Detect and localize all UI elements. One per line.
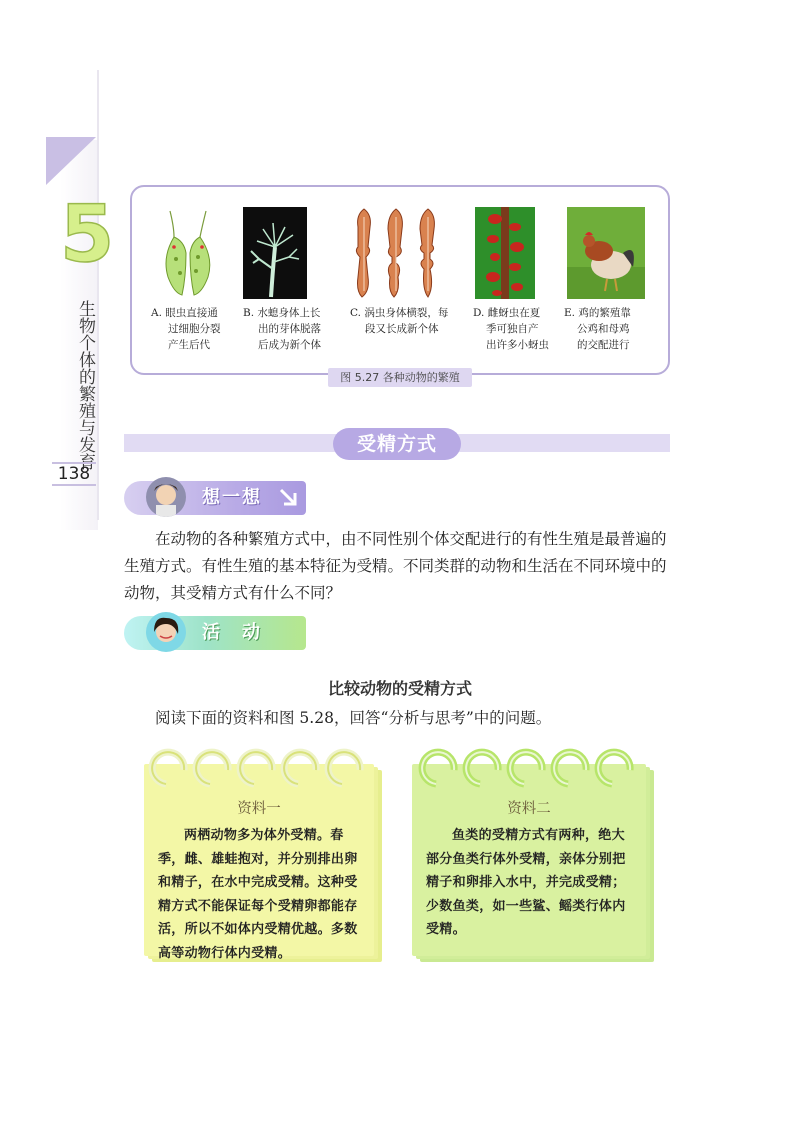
material-two-heading: 资料二	[507, 801, 551, 817]
think-label-text: 想一想	[202, 487, 262, 508]
student-avatar	[146, 477, 186, 517]
chapter-title: 生物个体的繁殖与发育	[75, 300, 95, 470]
caption-line: 段又长成新个体	[365, 323, 439, 335]
figure-caption-e	[564, 305, 656, 353]
figure-caption-a	[151, 305, 243, 353]
figure-caption-d	[473, 305, 565, 353]
planaria-image	[352, 207, 440, 299]
chapter-number: 5	[60, 190, 115, 280]
figure-caption-c	[350, 305, 462, 337]
material-one-notepad	[144, 748, 384, 962]
caption-line: 公鸡和母鸡	[577, 323, 630, 335]
caption-line: 产生后代	[168, 339, 210, 351]
page-number: 138	[52, 462, 96, 486]
caption-line: D. 雌蚜虫在夏	[473, 307, 541, 319]
caption-line: 后成为新个体	[258, 339, 321, 351]
material-two-text: 鱼类的受精方式有两种，绝大部分鱼类行体外受精，亲体分别把精子和卵排入水中，并完成受精；少数鱼类，如一些鲨、鳐类行体内受精。	[426, 828, 626, 937]
chicken-image	[567, 207, 645, 299]
margin-divider	[97, 70, 99, 520]
chapter-tab-triangle	[46, 137, 96, 185]
material-one-heading: 资料一	[237, 801, 281, 817]
caption-line: 的交配进行	[577, 339, 630, 351]
spiral-rings-icon	[412, 748, 646, 792]
think-label	[124, 481, 306, 515]
figure-title: 图 5.27 各种动物的繁殖	[328, 368, 472, 387]
caption-line: 过细胞分裂	[168, 323, 221, 335]
caption-line: 出的芽体脱落	[258, 323, 321, 335]
activity-label-text: 活 动	[202, 622, 262, 643]
activity-label	[124, 616, 306, 650]
aphid-image	[475, 207, 535, 299]
caption-line: B. 水螅身体上长	[243, 307, 321, 319]
material-two-notepad	[412, 748, 657, 962]
teacher-icon	[146, 612, 186, 652]
caption-line: A. 眼虫直接通	[151, 307, 218, 319]
think-paragraph: 在动物的各种繁殖方式中，由不同性别个体交配进行的有性生殖是最普遍的生殖方式。有性生殖的基本特征为受精。不同类群的动物和生活在不同环境中的动物，其受精方式有什么不同？	[124, 530, 667, 602]
arrow-down-right-icon	[278, 487, 300, 509]
caption-line: E. 鸡的繁殖靠	[564, 307, 631, 319]
euglena-image	[160, 207, 216, 299]
student-icon	[146, 477, 186, 517]
caption-line: 出许多小蚜虫	[486, 339, 549, 351]
figure-caption-b	[243, 305, 343, 353]
caption-line: C. 涡虫身体横裂，每	[350, 307, 449, 319]
section-title: 受精方式	[333, 428, 461, 460]
spiral-rings-icon	[144, 748, 374, 792]
teacher-avatar	[146, 612, 186, 652]
activity-instruction: 阅读下面的资料和图 5.28，回答“分析与思考”中的问题。	[155, 709, 552, 727]
activity-title: 比较动物的受精方式	[327, 679, 472, 698]
material-one-text: 两栖动物多为体外受精。春季，雌、雄蛙抱对，并分别排出卵和精子，在水中完成受精。这种受精方式不能保证每个受精卵都能存活，所以不如体内受精优越。多数高等动物行体内受精。	[158, 828, 358, 961]
caption-line: 季可独自产	[486, 323, 539, 335]
hydra-image	[243, 207, 307, 299]
